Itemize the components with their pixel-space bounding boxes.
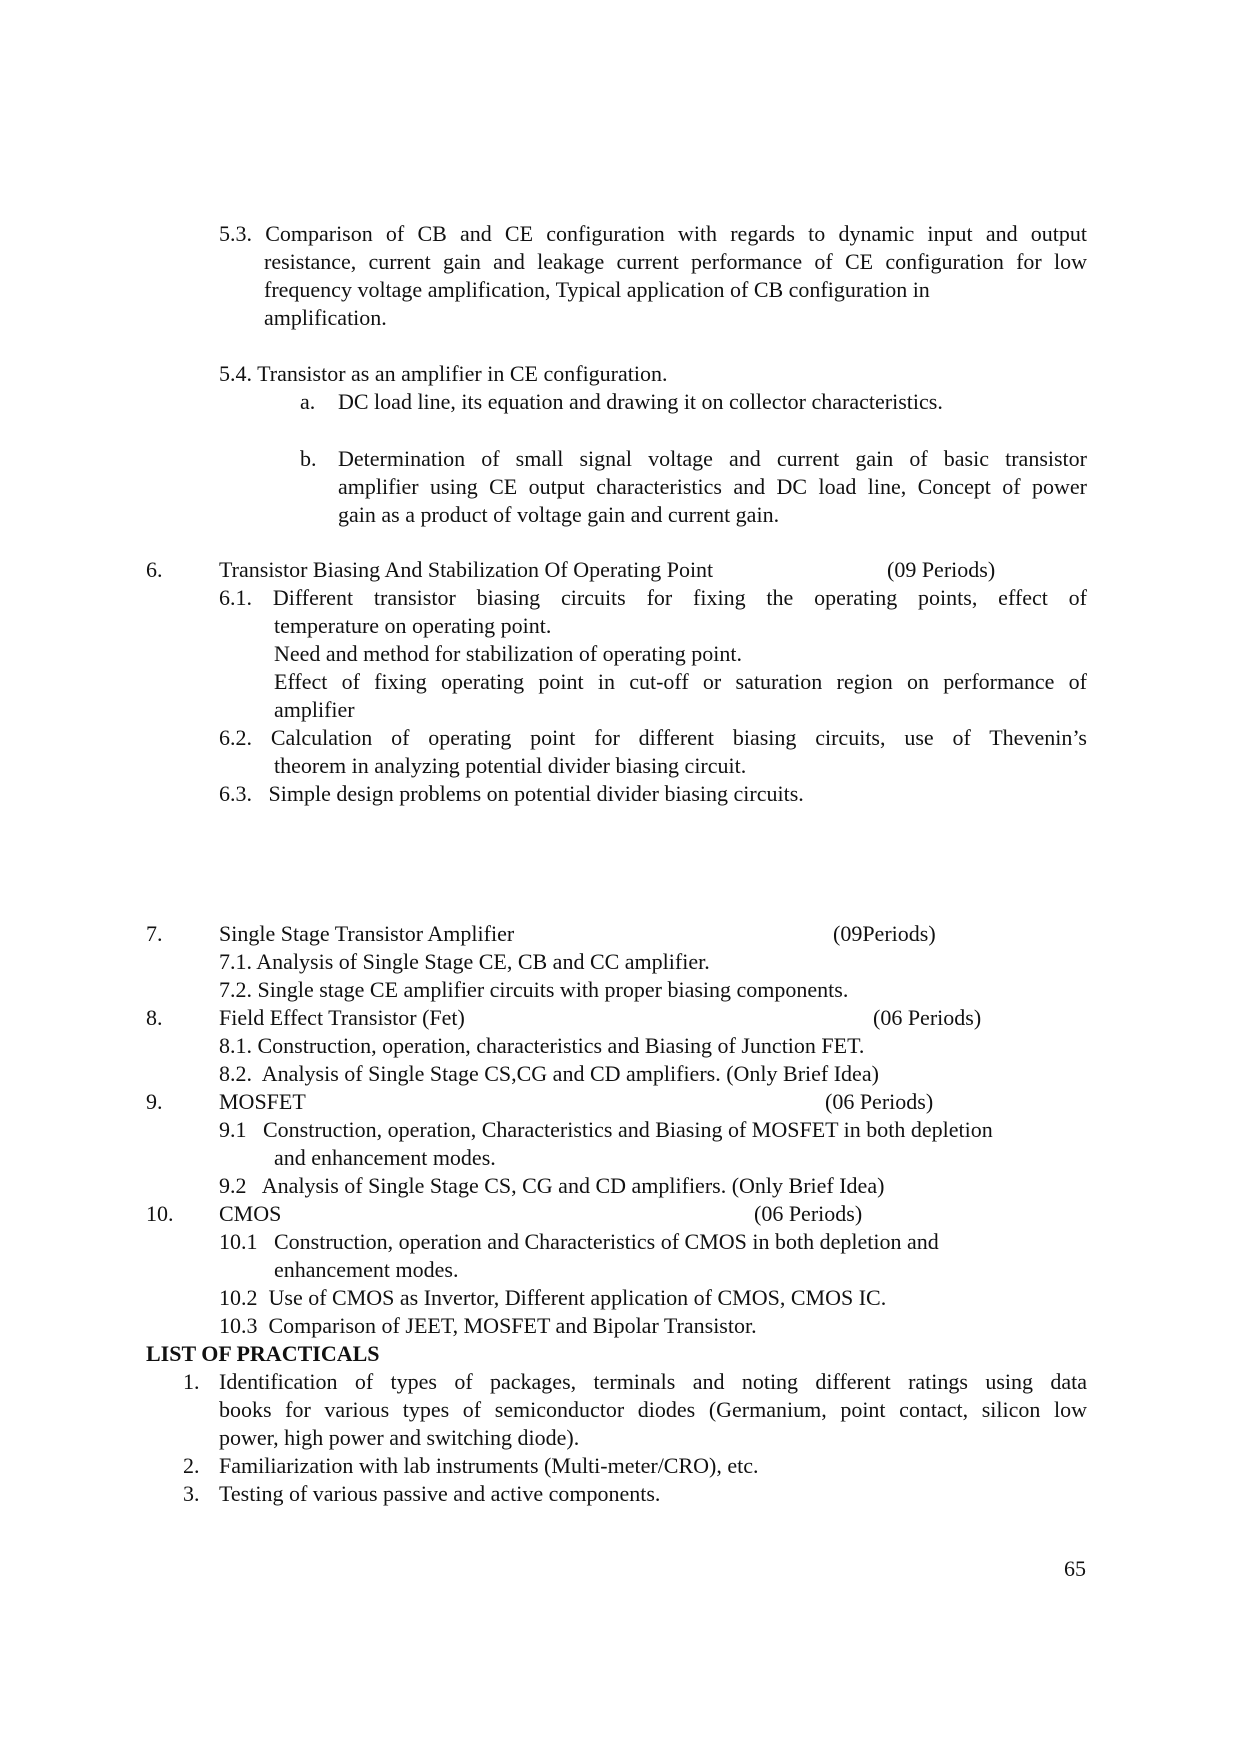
s53-line-4: amplification. — [264, 305, 387, 330]
s9-title: MOSFET — [219, 1089, 306, 1114]
s6-item-1-line-2: temperature on operating point. — [274, 613, 552, 638]
s6-item-1-line-3: Need and method for stabilization of operating point. — [274, 641, 742, 666]
s7-item-1: 7.1. Analysis of Single Stage CE, CB and CC amplifier. — [219, 949, 710, 974]
s6-item-1-line-1: 6.1. Different transistor biasing circuits for fixing the operating points, effect of — [219, 585, 1087, 610]
page-number: 65 — [1064, 1556, 1086, 1581]
s10-item-2: 10.2 Use of CMOS as Invertor, Different application of CMOS, CMOS IC. — [219, 1285, 887, 1310]
s10-item-3: 10.3 Comparison of JEET, MOSFET and Bipolar Transistor. — [219, 1313, 757, 1338]
s6-item-2-line-2: theorem in analyzing potential divider biasing circuit. — [274, 753, 747, 778]
s54-a-marker: a. — [300, 389, 316, 414]
s53-line-3: frequency voltage amplification, Typical application of CB configuration in — [264, 277, 930, 302]
s54-a-text: DC load line, its equation and drawing it on collector characteristics. — [338, 389, 943, 414]
s7-item-2: 7.2. Single stage CE amplifier circuits with proper biasing components. — [219, 977, 849, 1002]
s9-item-2: 9.2 Analysis of Single Stage CS, CG and CD amplifiers. (Only Brief Idea) — [219, 1173, 885, 1198]
s8-number: 8. — [146, 1005, 163, 1030]
s10-item-1-line-2: enhancement modes. — [274, 1257, 459, 1282]
practical-2-text: Familiarization with lab instruments (Multi-meter/CRO), etc. — [219, 1453, 759, 1478]
s8-title: Field Effect Transistor (Fet) — [219, 1005, 465, 1030]
s6-item-3: 6.3. Simple design problems on potential divider biasing circuits. — [219, 781, 804, 806]
s6-item-1-line-4: Effect of fixing operating point in cut-off or saturation region on performance of — [274, 669, 1087, 694]
s54-b-marker: b. — [300, 446, 317, 471]
practical-1-line-1: Identification of types of packages, terminals and noting different ratings using data — [219, 1369, 1087, 1394]
s9-number: 9. — [146, 1089, 163, 1114]
s6-periods: (09 Periods) — [887, 557, 996, 582]
s54-b-line-1: Determination of small signal voltage and current gain of basic transistor — [338, 446, 1087, 471]
practical-1-line-3: power, high power and switching diode). — [219, 1425, 580, 1450]
s10-number: 10. — [146, 1201, 174, 1226]
s6-title: Transistor Biasing And Stabilization Of Operating Point — [219, 557, 714, 582]
s9-item-1-line-1: 9.1 Construction, operation, Characteristics and Biasing of MOSFET in both depletion — [219, 1117, 993, 1142]
s7-number: 7. — [146, 921, 163, 946]
s6-item-1-line-5: amplifier — [274, 697, 355, 722]
s53-line-2: resistance, current gain and leakage current performance of CE configuration for low — [264, 249, 1087, 274]
s10-item-1-line-1: 10.1 Construction, operation and Characteristics of CMOS in both depletion and — [219, 1229, 939, 1254]
s6-number: 6. — [146, 557, 163, 582]
s10-periods: (06 Periods) — [754, 1201, 863, 1226]
s6-item-2-line-1: 6.2. Calculation of operating point for different biasing circuits, use of Thevenin’s — [219, 725, 1087, 750]
s7-title: Single Stage Transistor Amplifier — [219, 921, 515, 946]
s8-item-2: 8.2. Analysis of Single Stage CS,CG and CD amplifiers. (Only Brief Idea) — [219, 1061, 879, 1086]
s53-line-1: 5.3. Comparison of CB and CE configuration with regards to dynamic input and output — [219, 221, 1087, 246]
practical-2-number: 2. — [183, 1453, 200, 1478]
practical-1-line-2: books for various types of semiconductor diodes (Germanium, point contact, silicon low — [219, 1397, 1087, 1422]
practical-1-number: 1. — [183, 1369, 200, 1394]
s9-periods: (06 Periods) — [825, 1089, 934, 1114]
s54-b-line-2: amplifier using CE output characteristics and DC load line, Concept of power — [338, 474, 1087, 499]
s9-item-1-line-2: and enhancement modes. — [274, 1145, 496, 1170]
s8-periods: (06 Periods) — [873, 1005, 982, 1030]
s54-b-line-3: gain as a product of voltage gain and current gain. — [338, 502, 780, 527]
practical-3-text: Testing of various passive and active components. — [219, 1481, 661, 1506]
s54-title: 5.4. Transistor as an amplifier in CE configuration. — [219, 361, 668, 386]
s8-item-1: 8.1. Construction, operation, characteristics and Biasing of Junction FET. — [219, 1033, 865, 1058]
practical-3-number: 3. — [183, 1481, 200, 1506]
s7-periods: (09Periods) — [833, 921, 936, 946]
practicals-heading: LIST OF PRACTICALS — [146, 1341, 380, 1366]
s10-title: CMOS — [219, 1201, 282, 1226]
